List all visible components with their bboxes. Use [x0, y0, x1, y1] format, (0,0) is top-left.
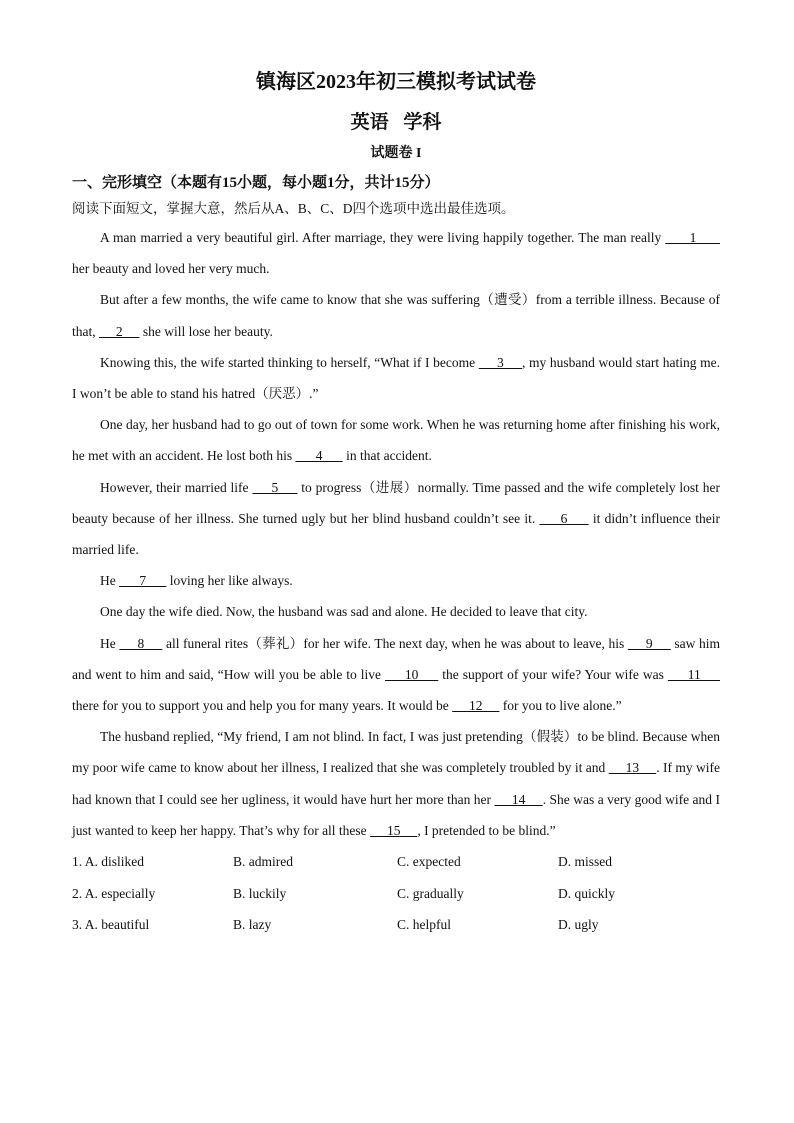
blank-9: 9 — [627, 635, 671, 651]
passage-text: One day, her husband had to go out of town for some work. When he was returning home after finishing his work, he met with an accident. He lost both his — [72, 417, 720, 464]
passage-text: . She was a very good wife and I just wanted to keep her happy. That’s why for all these — [72, 791, 721, 838]
option-a: 1. A. disliked — [72, 854, 145, 870]
passage-paragraph — [72, 472, 720, 566]
blank-5: 5 — [252, 479, 298, 495]
blank-11: 11 — [667, 666, 721, 682]
passage-paragraph — [72, 628, 720, 722]
passage-text: her beauty and loved her very much. — [72, 261, 270, 277]
passage-text: loving her like always. — [166, 573, 293, 589]
option-b: B. admired — [233, 854, 293, 870]
option-c: C. helpful — [397, 917, 451, 933]
passage-text: Knowing this, the wife started thinking to herself, “What if I become — [100, 354, 479, 370]
blank-12: 12 — [452, 698, 500, 714]
option-d: D. missed — [558, 854, 612, 870]
blank-1: 1 — [665, 230, 721, 245]
blank-8: 8 — [119, 635, 163, 651]
option-row — [72, 909, 720, 941]
blank-7: 7 — [119, 573, 167, 589]
options-list — [72, 846, 720, 941]
option-row — [72, 878, 720, 910]
passage-text: The husband replied, “My friend, I am not blind. In fact, I was just pretending（假装）to be blind. Because when my poor wife came to know about her illness, I realized that she was completely troubled by it and — [72, 729, 720, 776]
passage-paragraph — [72, 284, 720, 346]
passage-text: the support of your wife? Your wife was — [438, 666, 668, 682]
passage-text: she will lose her beauty. — [139, 323, 273, 339]
option-b: B. lazy — [233, 917, 272, 933]
passage-text: , I pretended to be blind.” — [417, 822, 556, 838]
blank-13: 13 — [608, 760, 657, 776]
option-c: C. expected — [397, 854, 461, 870]
option-b: B. luckily — [233, 885, 287, 901]
passage-text: However, their married life — [100, 479, 253, 495]
exam-title: 镇海区2023年初三模拟考试试卷 — [256, 71, 536, 93]
option-a: 3. A. beautiful — [72, 917, 150, 933]
section-heading: 一、完形填空（本题有15小题，每小题1分，共计15分） — [72, 175, 440, 191]
option-a: 2. A. especially — [72, 885, 156, 901]
passage-text: there for you to support you and help you for many years. It would be — [72, 698, 453, 714]
passage-text: He — [100, 635, 120, 651]
passage-paragraph — [72, 409, 720, 471]
passage-text: He — [100, 573, 120, 589]
passage-text: it didn’t influence their married life. — [72, 510, 721, 558]
passage-text: , my husband would start hating me. I won’t be able to stand his hatred（厌恶）.” — [72, 354, 721, 402]
passage-text: One day the wife died. Now, the husband was sad and alone. He decided to leave that city. — [100, 604, 588, 620]
paper-label: 试题卷 I — [370, 146, 422, 161]
passage-text: in that accident. — [342, 448, 432, 464]
option-d: D. ugly — [558, 917, 599, 933]
option-c: C. gradually — [397, 885, 464, 901]
blank-6: 6 — [539, 510, 589, 526]
passage-text: But after a few months, the wife came to know that she was suffering（遭受）from a terrible illness. Because of that, — [72, 292, 720, 339]
passage-paragraph — [72, 565, 720, 596]
passage-text: . If my wife had known that I could see her ugliness, it would have hurt her more than her — [72, 760, 721, 807]
passage-text: all funeral rites（葬礼）for her wife. The next day, when he was about to leave, his — [162, 635, 628, 651]
passage-paragraph — [72, 721, 720, 846]
subject-title: 英语 学科 — [350, 112, 442, 133]
blank-3: 3 — [478, 354, 522, 370]
passage-text: A man married a very beautiful girl. After marriage, they were living happily together. The man really — [100, 230, 666, 245]
blank-14: 14 — [494, 791, 543, 807]
section-instruction: 阅读下面短文，掌握大意，然后从A、B、C、D四个选项中选出最佳选项。 — [72, 201, 515, 216]
exam-page — [72, 66, 720, 941]
option-d: D. quickly — [558, 885, 615, 901]
passage-text: saw him and went to him and said, “How will you be able to live — [72, 635, 721, 682]
passage-text: for you to live alone.” — [499, 698, 622, 714]
passage-paragraph — [72, 347, 720, 409]
blank-15: 15 — [370, 822, 418, 838]
passage-paragraph — [72, 596, 720, 627]
passage-paragraph — [72, 222, 720, 284]
blank-4: 4 — [295, 448, 343, 464]
option-row — [72, 846, 720, 878]
blank-2: 2 — [99, 323, 140, 339]
blank-10: 10 — [385, 666, 439, 682]
passage-text: to progress（进展）normally. Time passed and the wife completely lost her beauty because of her illness. She turned ugly but her blind husband couldn’t see it. — [72, 479, 721, 526]
